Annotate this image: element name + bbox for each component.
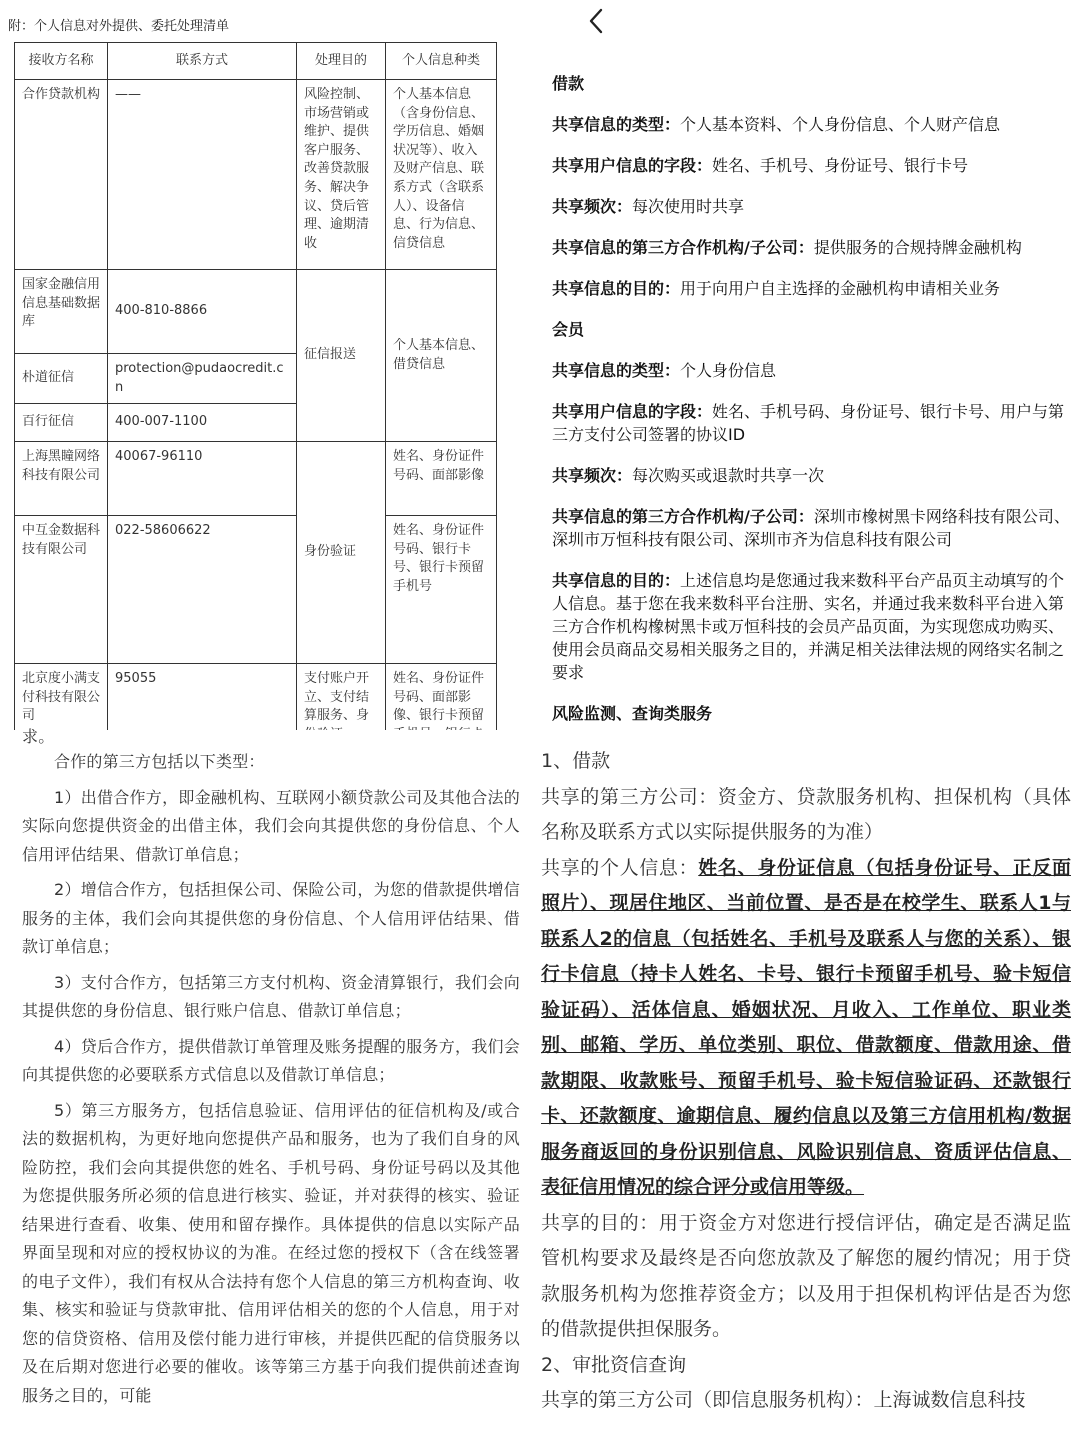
section-title-risk: 风险监测、查询类服务 [552,704,713,723]
member-frequency-row: 共享频次：每次购买或退款时共享一次 [552,466,825,485]
recipient-name: 国家金融信用信息基础数据库 [15,270,108,354]
recipient-name: 北京度小满支付科技有限公司 [15,664,108,764]
loan-third-party-row: 共享信息的第三方合作机构/子公司：提供服务的合规持牌金融机构 [552,238,1022,257]
table-row [15,80,497,270]
sharing-details [552,72,1072,725]
purpose-value: 支付账户开立、支付结算服务、身 [297,664,386,764]
member-third-party-row: 共享信息的第三方合作机构/子公司：深圳市橡树黑卡网络科技有限公司、深圳市万恒科技有限公司、深圳市齐为信息科技有限公司 [552,507,1070,549]
loan-fields-row: 共享用户信息的字段：姓名、手机号、身份证号、银行卡号 [552,156,969,175]
paragraph-payment: 3）支付合作方，包括第三方支付机构、资金清算银行，我们会向其提供您的身份信息、银行账户信息、借款订单信息； [22,972,520,1020]
intro-paragraph: 合作的第三方包括以下类型： [54,752,265,771]
member-fields-row: 共享用户信息的字段：姓名、手机号码、身份证号、银行卡号、用户与第三方支付公司签署的协议ID [552,402,1065,444]
loan-sharing-panel [532,730,1080,1441]
contact-value: 40067-96110 [108,442,297,516]
purpose-value: 风险控制、市场营销或维护、提供客户服务、改善贷款服务、解决争议、贷后管理、逾期清收 [297,80,386,270]
info-type-value: 个人基本信息、借贷信息 [386,270,497,442]
member-purpose-row: 共享信息的目的：上述信息均是您通过我来数科平台产品页主动填写的个人信息。基于您在我来数科平台注册、实名，并通过我来数科平台进入第三方合作机构橡树黑卡或万恒科技的会员产品页面，为实现您成功购买、使用会员商品交易相关服务之目的，并满足相关法律法规的网络实名制之要求 [552,571,1065,682]
info-type-value: 姓名、身份证件号码、面部影像 [386,442,497,516]
list-title: 附：个人信息对外提供、委托处理清单 [8,19,230,34]
table-row [15,442,497,516]
sharing-table-wrap [14,42,497,764]
header-contact: 联系方式 [108,43,297,80]
header-recipient: 接收方名称 [15,43,108,80]
section-title-member: 会员 [552,320,585,339]
third-party-types-panel [0,727,532,1441]
company-paragraph: 共享的第三方公司：资金方、贷款服务机构、担保机构（具体名称及联系方式以实际提供服务的为准） [541,785,1071,843]
member-type-row: 共享信息的类型：个人身份信息 [552,361,777,380]
chevron-left-icon[interactable] [584,6,608,36]
table-row [15,516,497,664]
third-party-types-text [22,727,520,1417]
info-type-value: 姓名、身份证件号码、银行卡号、银行卡预留手机号 [386,516,497,664]
paragraph-credit-enhancement: 2）增信合作方，包括担保公司、保险公司，为您的借款提供增信服务的主体，我们会向其提供您的身份信息、个人信用评估结果、借款订单信息； [22,880,520,956]
contact-value: 95055 [108,664,297,764]
recipient-name: 中互金数据科技有限公司 [15,516,108,664]
contact-value: protection@pudaocredit.cn [108,354,297,404]
contact-value: —— [108,80,297,270]
purpose-value: 征信报送 [297,270,386,442]
info-type-value: 姓名、身份证件号码、面部影像、银行卡预留 [386,664,497,764]
sharing-list-table-panel [0,0,540,722]
recipient-name: 朴道征信 [15,354,108,404]
cut-line: 共享的第三方公司（即信息服务机构）：上海诚数信息科技 [541,1389,1026,1411]
paragraph-lender: 1）出借合作方，即金融机构、互联网小额贷款公司及其他合法的实际向您提供资金的出借主体，我们会向其提供您的身份信息、个人信用评估结果、借款订单信息； [22,787,520,864]
app-sharing-panel [540,0,1080,722]
loan-sharing-text [541,744,1071,1419]
recipient-name: 合作贷款机构 [15,80,108,270]
heading-loan: 1、借款 [541,750,611,772]
table-row [15,270,497,354]
purpose-paragraph: 共享的目的：用于资金方对您进行授信评估，确定是否满足监管机构要求及最终是否向您放款及了解您的履约情况；用于贷款服务机构为您推荐资金方；以及用于担保机构评估是否为您的借款提供担保服务。 [541,1211,1071,1340]
loan-purpose-row: 共享信息的目的：用于向用户自主选择的金融机构申请相关业务 [552,279,1001,298]
purpose-value: 身份验证 [297,442,386,664]
recipient-name: 百行征信 [15,404,108,442]
loan-type-row: 共享信息的类型：个人基本资料、个人身份信息、个人财产信息 [552,115,1001,134]
recipient-name: 上海黑瞳网络科技有限公司 [15,442,108,516]
contact-value: 400-007-1100 [108,404,297,442]
header-info-type: 个人信息种类 [386,43,497,80]
top-fragment: 求。 [22,727,55,746]
shared-info-list: 姓名、身份证信息（包括身份证号、正反面照片）、现居住地区、当前位置、是否是在校学生、联系人1与联系人2的信息（包括姓名、手机号及联系人与您的关系）、银行卡信息（持卡人姓名、卡号、银行卡预留手机号、验卡短信验证码）、活体信息、婚姻状况、月收入、工作单位、职业类别、邮箱、学历、单位类别、职位、借款额度、借款用途、借款期限、收款账号、预留手机号、验卡短信验证码、还款银行卡、还款额度、逾期信息、履约信息以及第三方信用机构/数据服务商返回的身份识别信息、风险识别信息、资质评估信息、表征信用情况的综合评分或信用等级。 [541,856,1071,1198]
contact-value: 022-58606622 [108,516,297,664]
table-header-row [15,43,497,80]
contact-value: 400-810-8866 [108,270,297,354]
paragraph-third-party-service: 5）第三方服务方，包括信息验证、信用评估的征信机构及/或合法的数据机构，为更好地向您提供产品和服务，也为了我们自身的风险防控，我们会向其提供您的姓名、手机号码、身份证号码以及其他为您提供服务所必须的信息进行核实、验证，并对获得的核实、验证结果进行查看、收集、使用和留存操作。具体提供的信息以实际产品界面呈现和对应的授权协议的为准。在经过您的授权下（含在线签署的电子文件），我们有权从合法持有您个人信息的第三方机构查询、收集、核实和验证与贷款审批、信用评估相关的您的个人信息，用于对您的信贷资格、信用及偿付能力进行审核，并提供匹配的信贷服务以及在后期对您进行必要的催收。该等第三方基于向我们提供前述查询服务之目的，可能 [22,1100,520,1405]
info-paragraph: 共享的个人信息：姓名、身份证信息（包括身份证号、正反面照片）、现居住地区、当前位置、是否是在校学生、联系人1与联系人2的信息（包括姓名、手机号及联系人与您的关系）、银行卡信息（持卡人姓名、卡号、银行卡预留手机号、验卡短信验证码）、活体信息、婚姻状况、月收入、工作单位、职业类别、邮箱、学历、单位类别、职位、借款额度、借款用途、借款期限、收款账号、预留手机号、验卡短信验证码、还款银行卡、还款额度、逾期信息、履约信息以及第三方信用机构/数据服务商返回的身份识别信息、风险识别信息、资质评估信息、表征信用情况的综合评分或信用等级。 [541,856,1071,1198]
sharing-table [14,42,497,764]
section-title-loan: 借款 [552,74,585,93]
heading-credit-inquiry: 2、审批资信查询 [541,1353,687,1376]
loan-frequency-row: 共享频次：每次使用时共享 [552,197,745,216]
paragraph-post-loan: 4）贷后合作方，提供借款订单管理及账务提醒的服务方，我们会向其提供您的必要联系方式信息以及借款订单信息； [22,1036,520,1084]
header-purpose: 处理目的 [297,43,386,80]
info-type-value: 个人基本信息（含身份信息、学历信息、婚姻状况等）、收入及财产信息、联系方式（含联系人）、设备信息、行为信息、信贷信息 [386,80,497,270]
